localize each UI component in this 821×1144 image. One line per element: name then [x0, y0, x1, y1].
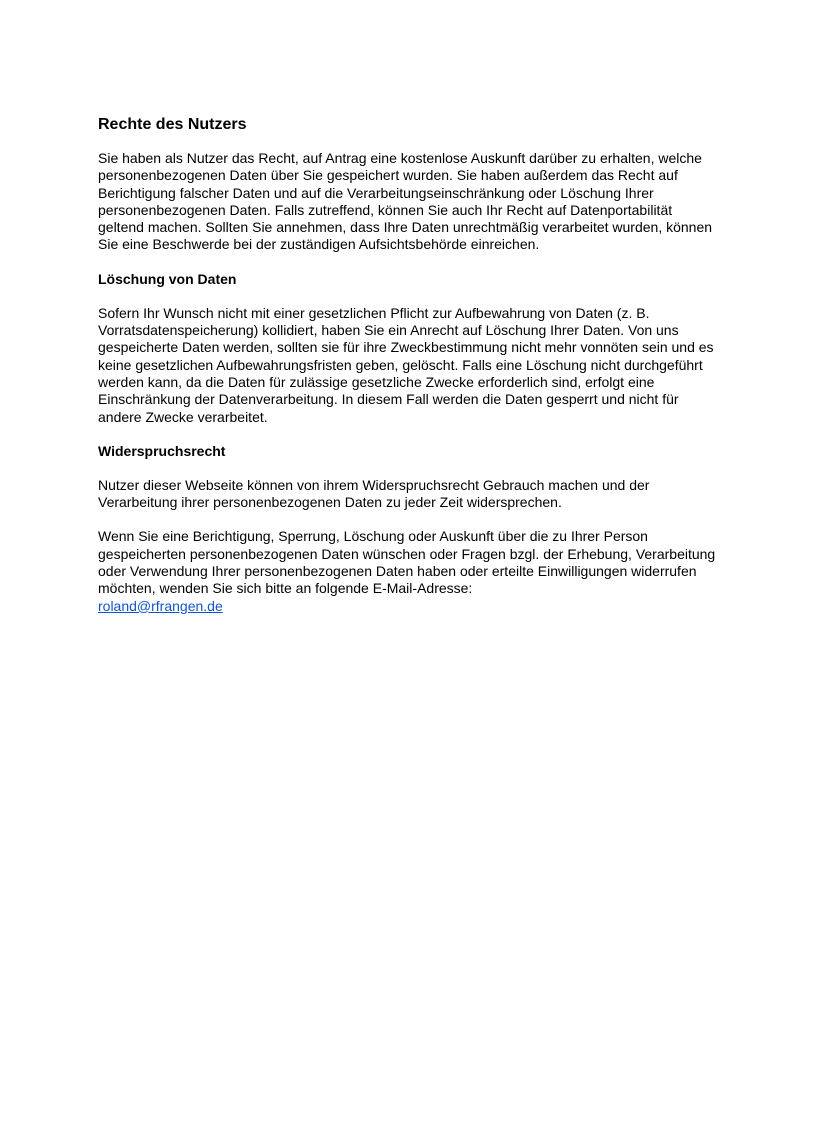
- paragraph-right-to-object: Nutzer dieser Webseite können von ihrem Widerspruchsrecht Gebrauch machen und der Verarbeitung ihrer personenbezogenen Daten zu jeder Zeit widersprechen.: [98, 476, 650, 511]
- contact-line: [98, 598, 718, 615]
- paragraph-data-deletion: Sofern Ihr Wunsch nicht mit einer gesetzlichen Pflicht zur Aufbewahrung von Daten (z. B. Vorratsdatenspeicherung) kollidiert, haben Sie ein Anrecht auf Löschung Ihrer Daten. Von uns gespeicherte Daten werden, sollten sie für ihre Zweckbestimmung nicht mehr vonnöten sein und es keine gesetzlichen Aufbewahrungsfristen geben, gelöscht. Falls eine Löschung nicht durchgeführt werden kann, da die Daten für zulässige gesetzliche Zwecke erforderlich sind, erfolgt eine Einschränkung der Datenverarbeitung. In diesem Fall werden die Daten gesperrt und nicht für andere Zwecke verarbeitet.: [98, 304, 714, 425]
- heading-right-to-object: Widerspruchsrecht: [98, 442, 226, 459]
- paragraph-contact: Wenn Sie eine Berichtigung, Sperrung, Löschung oder Auskunft über die zu Ihrer Person gespeicherten personenbezogenen Daten wünschen oder Fragen bzgl. der Erhebung, Verarbeitung oder Verwendung Ihrer personenbezogenen Daten haben oder erteilte Einwilligungen widerrufen möchten, wenden Sie sich bitte an folgende E-Mail-Adresse:: [98, 528, 716, 597]
- page-title: Rechte des Nutzers: [98, 116, 247, 133]
- heading-data-deletion: Löschung von Daten: [98, 270, 237, 287]
- paragraph-user-rights: Sie haben als Nutzer das Recht, auf Antrag eine kostenlose Auskunft darüber zu erhalten, welche personenbezogenen Daten über Sie gespeichert wurden. Sie haben außerdem das Recht auf Berichtigung falscher Daten und auf die Verarbeitungseinschränkung oder Löschung Ihrer personenbezogenen Daten. Falls zutreffend, können Sie auch Ihr Recht auf Datenportabilität geltend machen. Sollten Sie annehmen, dass Ihre Daten unrechtmäßig verarbeitet wurden, können Sie eine Beschwerde bei der zuständigen Aufsichtsbehörde einreichen.: [98, 150, 713, 253]
- contact-email-link[interactable]: roland@rfrangen.de: [98, 597, 223, 614]
- document-page: [98, 115, 718, 615]
